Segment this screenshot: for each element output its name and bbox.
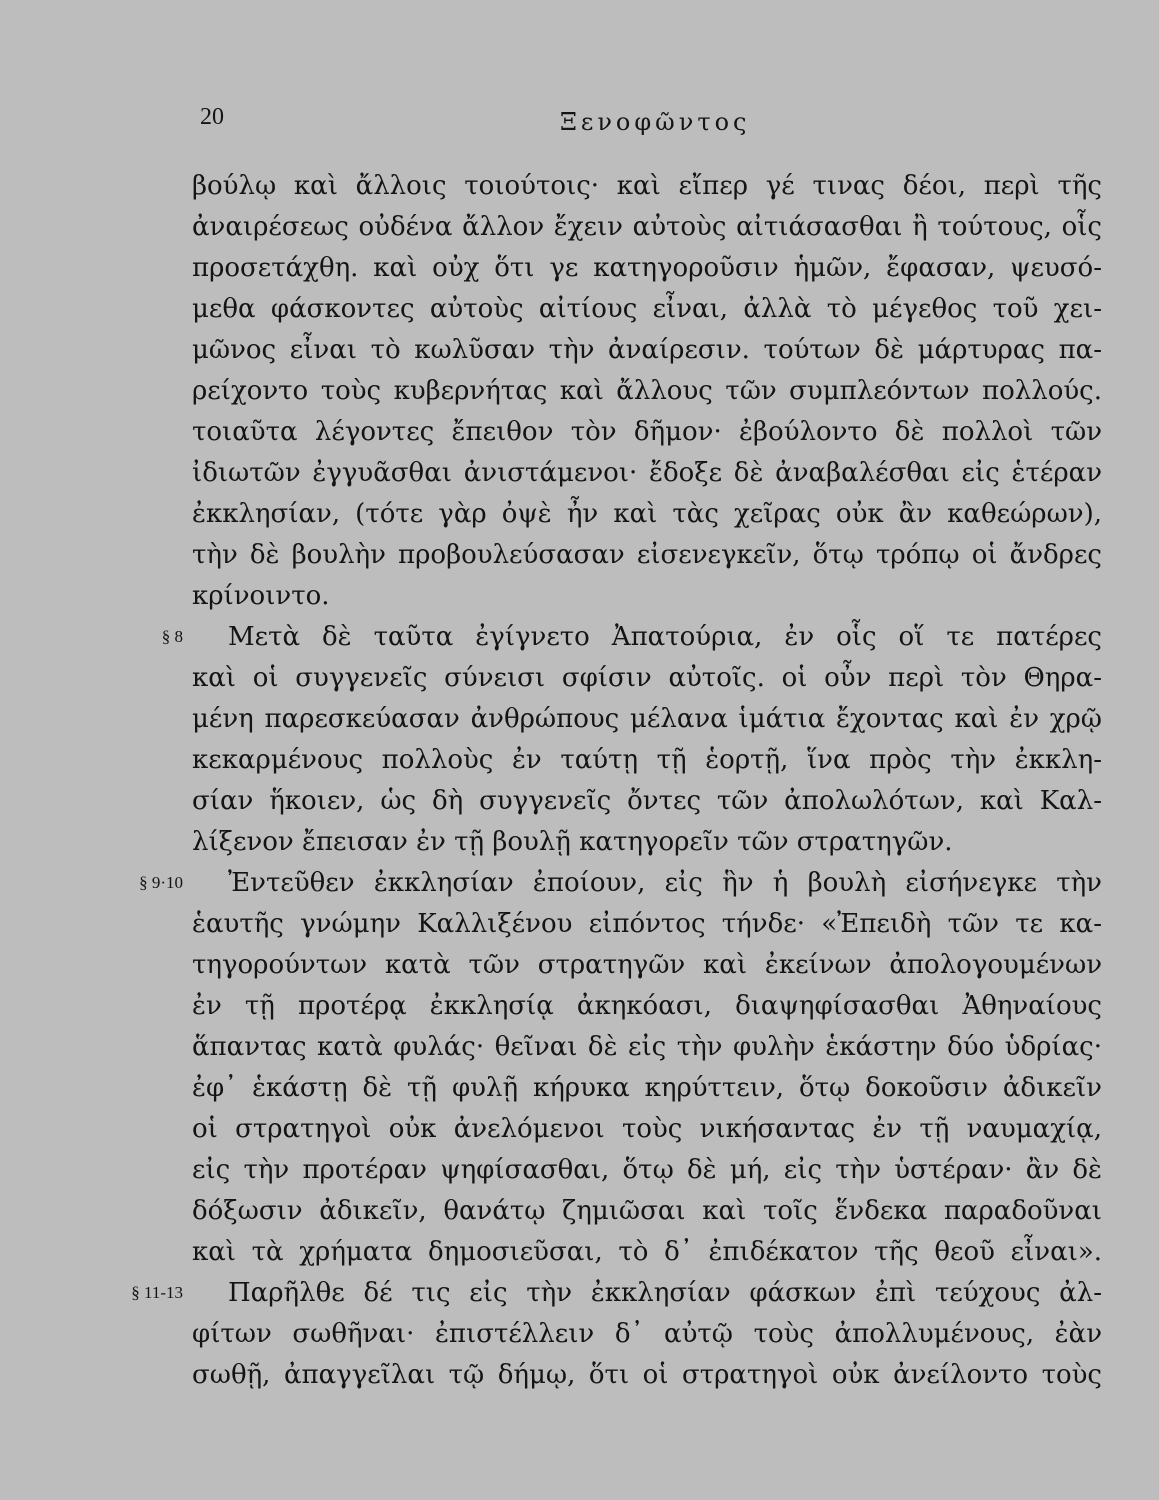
text-line: ἀναιρέσεως οὐδένα ἄλλον ἔχειν αὐτοὺς αἰτιάσασθαι ἢ τούτους, οἷς — [192, 212, 1102, 242]
text-line: Παρῆλθε δέ τις εἰς τὴν ἐκκλησίαν φάσκων ἐπὶ τεύχους ἀλ- — [228, 1278, 1102, 1308]
text-line: δόξωσιν ἀδικεῖν, θανάτῳ ζημιῶσαι καὶ τοῖς ἕνδεκα παραδοῦναι — [192, 1196, 1102, 1226]
section-marker: § 11-13 — [131, 1283, 183, 1302]
text-line: κρίνοιντο. — [192, 581, 330, 611]
text-line: τὴν δὲ βουλὴν προβουλεύσασαν εἰσενεγκεῖν, ὅτῳ τρόπῳ οἱ ἄνδρες — [192, 540, 1102, 570]
text-line: σίαν ἥκοιεν, ὡς δὴ συγγενεῖς ὄντες τῶν ἀπολωλότων, καὶ Καλ- — [192, 786, 1102, 816]
text-line: Ἐντεῦθεν ἐκκλησίαν ἐποίουν, εἰς ἣν ἡ βουλὴ εἰσήνεγκε τὴν — [228, 868, 1102, 898]
running-head: Ξενοφῶντος — [560, 108, 751, 136]
text-line: φίτων σωθῆναι· ἐπιστέλλειν δ᾽ αὐτῷ τοὺς ἀπολλυμένους, ἐὰν — [192, 1319, 1102, 1349]
text-line: μῶνος εἶναι τὸ κωλῦσαν τὴν ἀναίρεσιν. τούτων δὲ μάρτυρας πα- — [192, 335, 1102, 365]
text-line: ἐν τῇ προτέρᾳ ἐκκλησίᾳ ἀκηκόασι, διαψηφίσασθαι Ἀθηναίους — [192, 991, 1102, 1021]
text-line: τηγορούντων κατὰ τῶν στρατηγῶν καὶ ἐκείνων ἀπολογουμένων — [192, 950, 1102, 980]
text-line: μεθα φάσκοντες αὐτοὺς αἰτίους εἶναι, ἀλλὰ τὸ μέγεθος τοῦ χει- — [192, 294, 1102, 324]
text-line: ἑαυτῆς γνώμην Καλλιξένου εἰπόντος τήνδε· «Ἐπειδὴ τῶν τε κα- — [192, 909, 1102, 939]
text-line: Μετὰ δὲ ταῦτα ἐγίγνετο Ἀπατούρια, ἐν οἷς οἵ τε πατέρες — [228, 622, 1102, 652]
text-line: βούλῳ καὶ ἄλλοις τοιούτοις· καὶ εἴπερ γέ τινας δέοι, περὶ τῆς — [192, 171, 1102, 201]
text-line: μένη παρεσκεύασαν ἀνθρώπους μέλανα ἱμάτια ἔχοντας καὶ ἐν χρῷ — [192, 704, 1102, 734]
text-line: καὶ οἱ συγγενεῖς σύνεισι σφίσιν αὐτοῖς. οἱ οὖν περὶ τὸν Θηρα- — [192, 663, 1102, 693]
section-marker: § 8 — [161, 627, 183, 646]
page-number: 20 — [200, 104, 224, 130]
text-line: λίξενον ἔπεισαν ἐν τῇ βουλῇ κατηγορεῖν τῶν στρατηγῶν. — [192, 827, 953, 857]
text-line: ἰδιωτῶν ἐγγυᾶσθαι ἀνιστάμενοι· ἔδοξε δὲ ἀναβαλέσθαι εἰς ἑτέραν — [192, 458, 1102, 488]
text-line: προσετάχθη. καὶ οὐχ ὅτι γε κατηγοροῦσιν ἡμῶν, ἔφασαν, ψευσό- — [192, 253, 1102, 283]
section-marker: § 9·10 — [139, 873, 183, 892]
text-line: οἱ στρατηγοὶ οὐκ ἀνελόμενοι τοὺς νικήσαντας ἐν τῇ ναυμαχίᾳ, — [192, 1114, 1102, 1144]
text-line: σωθῇ, ἀπαγγεῖλαι τῷ δήμῳ, ὅτι οἱ στρατηγοὶ οὐκ ἀνείλοντο τοὺς — [192, 1360, 1102, 1390]
text-line: τοιαῦτα λέγοντες ἔπειθον τὸν δῆμον· ἐβούλοντο δὲ πολλοὶ τῶν — [192, 417, 1102, 447]
text-line: ρείχοντο τοὺς κυβερνήτας καὶ ἄλλους τῶν συμπλεόντων πολλούς. — [192, 376, 1102, 406]
text-line: ἅπαντας κατὰ φυλάς· θεῖναι δὲ εἰς τὴν φυλὴν ἑκάστην δύο ὑδρίας· — [192, 1032, 1102, 1062]
text-line: ἐφ᾽ ἑκάστῃ δὲ τῇ φυλῇ κήρυκα κηρύττειν, ὅτῳ δοκοῦσιν ἀδικεῖν — [192, 1073, 1102, 1103]
text-line: κεκαρμένους πολλοὺς ἐν ταύτῃ τῇ ἑορτῇ, ἵνα πρὸς τὴν ἐκκλη- — [192, 745, 1102, 775]
text-line: ἐκκλησίαν, (τότε γὰρ ὀψὲ ἦν καὶ τὰς χεῖρας οὐκ ἂν καθεώρων), — [192, 499, 1102, 529]
text-line: εἰς τὴν προτέραν ψηφίσασθαι, ὅτῳ δὲ μή, εἰς τὴν ὑστέραν· ἂν δὲ — [192, 1155, 1102, 1185]
text-line: καὶ τὰ χρήματα δημοσιεῦσαι, τὸ δ᾽ ἐπιδέκατον τῆς θεοῦ εἶναι». — [192, 1237, 1102, 1267]
